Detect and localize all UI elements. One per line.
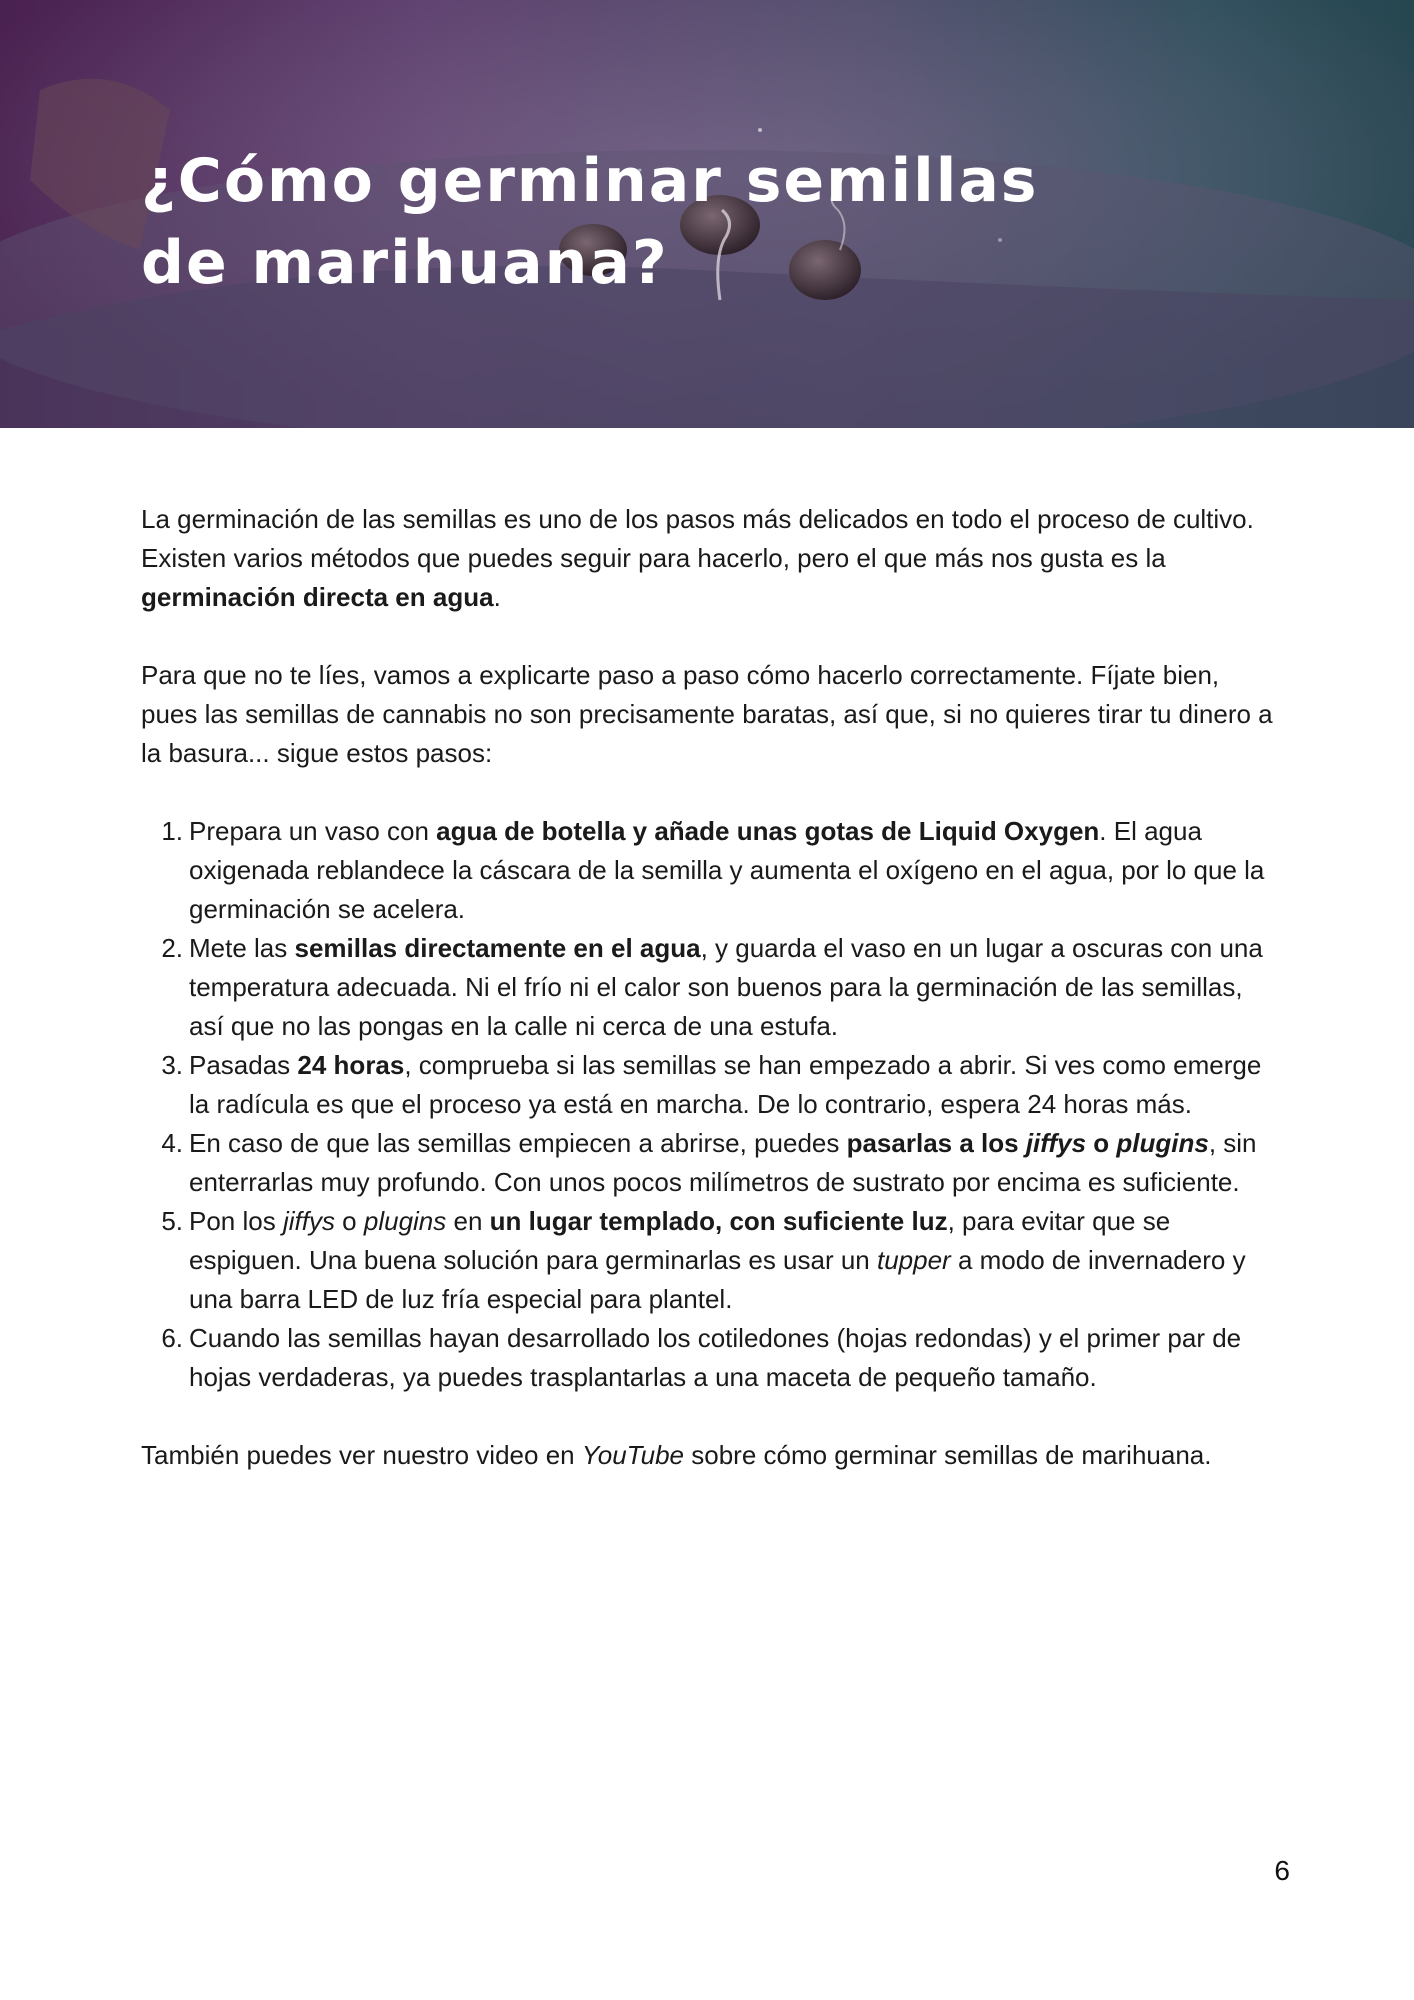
list-number: 4. <box>161 1128 183 1158</box>
step-text: Mete las <box>189 933 295 963</box>
step-text: Prepara un vaso con <box>189 816 437 846</box>
intro-paragraph <box>141 500 1281 617</box>
step-text: en <box>446 1206 490 1236</box>
step-text: , para evitar que se espiguen. Una buena solución para germinarlas es usar un <box>189 1206 1171 1275</box>
step-italic: jiffys <box>282 1206 335 1236</box>
list-number: 5. <box>161 1206 183 1236</box>
step-text: a modo de invernadero y una barra LED de luz fría especial para plantel. <box>189 1245 1246 1314</box>
list-item <box>141 1319 1281 1397</box>
step-bold: un lugar templado, con suficiente luz <box>489 1206 948 1236</box>
hero-banner <box>0 0 1414 428</box>
list-item <box>141 812 1281 929</box>
article-body <box>141 500 1281 1514</box>
youtube-reference: YouTube <box>581 1440 685 1470</box>
page-title: ¿Cómo germinar semillas de marihuana? <box>141 146 1039 298</box>
step-bold: pasarlas a los <box>846 1128 1026 1158</box>
list-number: 2. <box>161 933 183 963</box>
step-text: En caso de que las semillas empiecen a abrirse, puedes <box>189 1128 847 1158</box>
closing-text: También puedes ver nuestro video en <box>141 1440 582 1470</box>
step-text: Pasadas <box>189 1050 298 1080</box>
list-number: 6. <box>161 1323 183 1353</box>
step-bold-italic: jiffys <box>1025 1128 1087 1158</box>
step-bold: semillas directamente en el agua <box>294 933 701 963</box>
closing-paragraph <box>141 1436 1281 1475</box>
intro-bold: germinación directa en agua <box>141 582 494 612</box>
list-item <box>141 1046 1281 1124</box>
intro-end: . <box>493 582 501 612</box>
list-item <box>141 1202 1281 1319</box>
step-text: , y guarda el vaso en un lugar a oscuras con una temperatura adecuada. Ni el frío ni el calor son buenos para la germinación de las semillas, así que no las pongas en la calle ni cerca de una estufa. <box>189 933 1263 1041</box>
list-item <box>141 929 1281 1046</box>
step-bold-italic: plugins <box>1116 1128 1209 1158</box>
closing-text: sobre cómo germinar semillas de marihuana. <box>684 1440 1212 1470</box>
list-number: 3. <box>161 1050 183 1080</box>
step-bold: o <box>1086 1128 1117 1158</box>
intro-text: La germinación de las semillas es uno de los pasos más delicados en todo el proceso de cultivo. Existen varios métodos que puedes seguir para hacerlo, pero el que más nos gusta es la <box>141 504 1254 573</box>
step-text: Pon los <box>189 1206 283 1236</box>
step-text: . El agua oxigenada reblandece la cáscara de la semilla y aumenta el oxígeno en el agua, por lo que la germinación se acelera. <box>189 816 1265 924</box>
step-bold: agua de botella y añade unas gotas de Liquid Oxygen <box>436 816 1100 846</box>
list-item <box>141 1124 1281 1202</box>
step-text: o <box>334 1206 364 1236</box>
page-number: 6 <box>1274 1855 1290 1886</box>
step-italic: plugins <box>363 1206 447 1236</box>
step-text: , sin enterrarlas muy profundo. Con unos pocos milímetros de sustrato por encima es suficiente. <box>189 1128 1257 1197</box>
list-number: 1. <box>161 816 183 846</box>
lead-paragraph: Para que no te líes, vamos a explicarte paso a paso cómo hacerlo correctamente. Fíjate bien, pues las semillas de cannabis no son precisamente baratas, así que, si no quieres tirar tu dinero a la basura... sigue estos pasos: <box>141 660 1273 768</box>
step-italic: tupper <box>876 1245 951 1275</box>
step-bold: 24 horas <box>297 1050 405 1080</box>
step-text: Cuando las semillas hayan desarrollado los cotiledones (hojas redondas) y el primer par de hojas verdaderas, ya puedes trasplantarlas a una maceta de pequeño tamaño. <box>189 1323 1242 1392</box>
step-text: , comprueba si las semillas se han empezado a abrir. Si ves como emerge la radícula es que el proceso ya está en marcha. De lo contrario, espera 24 horas más. <box>189 1050 1262 1119</box>
steps-list <box>141 812 1281 1397</box>
